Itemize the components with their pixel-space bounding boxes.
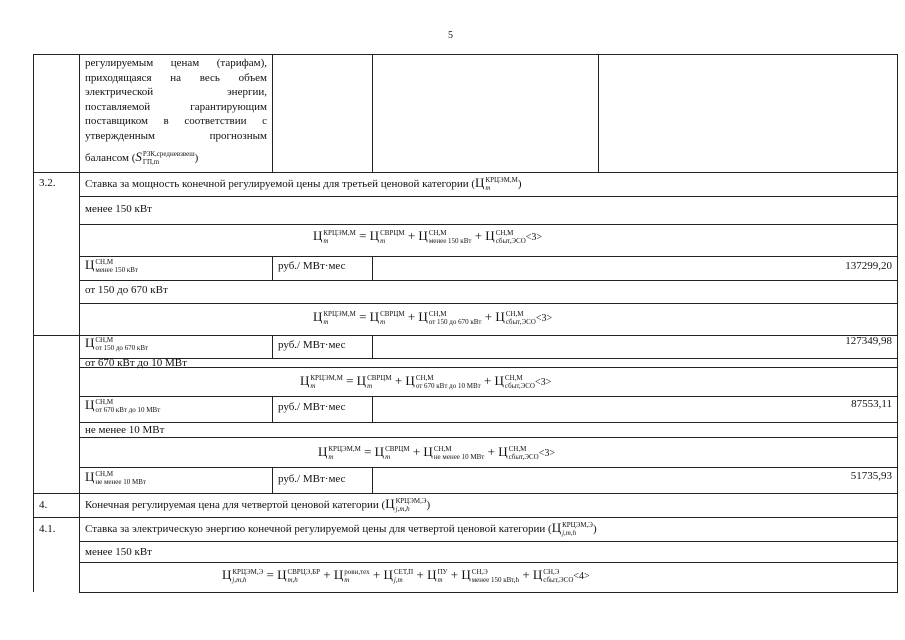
value-10mw-plus: 51735,93 — [850, 470, 892, 482]
unit-10mw-plus: руб./ МВт·мес — [278, 473, 346, 485]
continued-description: регулируемым ценам (тарифам), приходящаяся на весь объем электрической энергии, поставляемой гарантирующим поставщиком в соответствии с утвержденным прогнозным — [85, 57, 267, 142]
row-symbol-670-10mw: Ц СН,М от 670 кВт до 10 МВт — [85, 397, 161, 415]
section-number-4-1: 4.1. — [39, 523, 56, 535]
section-number-3-2: 3.2. — [39, 177, 56, 189]
tier-label-4-1-under-150: менее 150 кВт — [85, 546, 152, 558]
section-number-4: 4. — [39, 499, 48, 511]
value-under-150: 137299,20 — [845, 260, 892, 272]
formula-4-1-under-150: Ц КРЦЭМ,Э j,m,h = Ц СВРЦЭ,БР m,h + Ц ровн,тех m + Ц СЕТ,П j,m + Ц ПУ m + Ц СН,Э менее 150 кВт,h + Ц СН,Э сбыт,ЭСО <4> — [222, 567, 590, 585]
row-symbol-150-670: Ц СН,М от 150 до 670 кВт — [85, 335, 149, 353]
formula-under-150: Ц КРЦЭМ,М m = Ц СВРЦМ m + Ц СН,М менее 150 кВт + Ц СН,М сбыт,ЭСО <3> — [313, 228, 543, 246]
section-title-4: Конечная регулируемая цена для четвертой ценовой категории (Ц КРЦЭМ,Э j,m,h ) — [85, 496, 431, 514]
tier-label-670-10mw: от 670 кВт до 10 МВт — [85, 357, 187, 369]
tier-label-under-150: менее 150 кВт — [85, 203, 152, 215]
value-150-670: 127349,98 — [845, 335, 892, 347]
section-title-3-2: Ставка за мощность конечной регулируемой цены для третьей ценовой категории (Ц КРЦЭМ,М m ) — [85, 175, 522, 193]
unit-150-670: руб./ МВт·мес — [278, 339, 346, 351]
unit-670-10mw: руб./ МВт·мес — [278, 401, 346, 413]
row-symbol-10mw-plus: Ц СН,М не менее 10 МВт — [85, 469, 146, 487]
value-670-10mw: 87553,11 — [851, 398, 892, 410]
formula-670-10mw: Ц КРЦЭМ,М m = Ц СВРЦМ m + Ц СН,М от 670 кВт до 10 МВт + Ц СН,М сбыт,ЭСО <3> — [300, 373, 552, 391]
row-symbol-under-150: Ц СН,М менее 150 кВт — [85, 257, 139, 275]
page-number: 5 — [448, 30, 453, 41]
section-title-4-1: Ставка за электрическую энергию конечной регулируемой цены для четвертой ценовой категории (Ц КРЦЭМ,Э j,m,h ) — [85, 520, 597, 538]
balance-symbol: балансом (S РЗК,средневзвеш ГП,m ) — [85, 149, 199, 167]
formula-10mw-plus: Ц КРЦЭМ,М m = Ц СВРЦМ m + Ц СН,М не менее 10 МВт + Ц СН,М сбыт,ЭСО <3> — [318, 444, 555, 462]
tier-label-10mw-plus: не менее 10 МВт — [85, 424, 165, 436]
tier-label-150-670: от 150 до 670 кВт — [85, 284, 168, 296]
formula-150-670: Ц КРЦЭМ,М m = Ц СВРЦМ m + Ц СН,М от 150 до 670 кВт + Ц СН,М сбыт,ЭСО <3> — [313, 309, 553, 327]
unit-under-150: руб./ МВт·мес — [278, 260, 346, 272]
